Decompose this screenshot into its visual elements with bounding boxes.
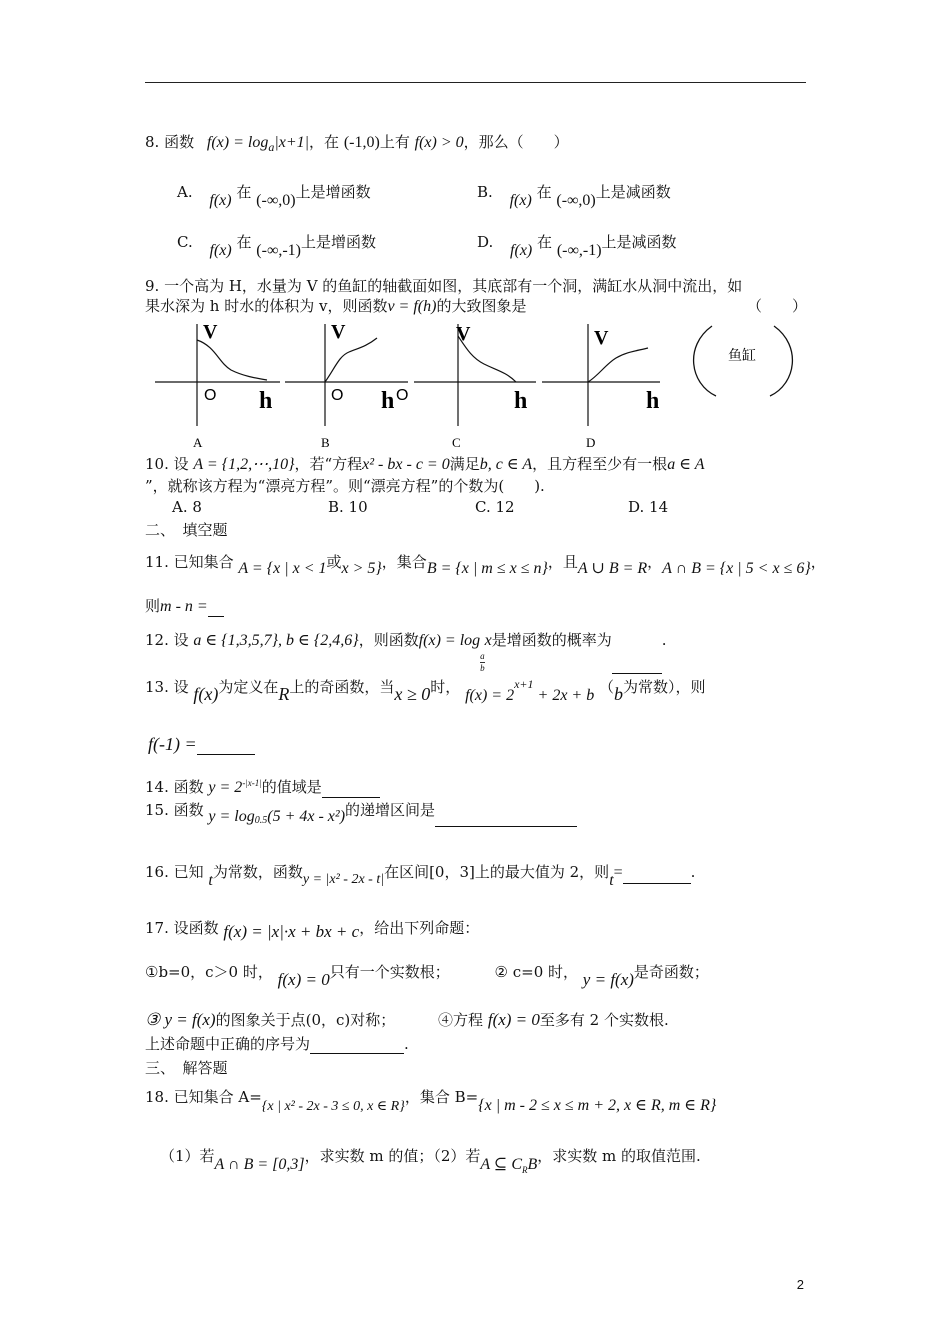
section-fill-in: 二、 填空题 <box>145 521 228 539</box>
q9-paren: （ ） <box>747 297 808 315</box>
q11-line1: 11. 已知集合 A = {x | x < 1或x > 5}，集合B = {x | m ≤ x ≤ n}，且A ∪ B = R，A ∩ B = {x | 5 < x ≤ 6}， <box>145 553 826 577</box>
q10-option-b: B. 10 <box>328 498 368 516</box>
q9-line1: 9. 一个高为 H，水量为 V 的鱼缸的轴截面如图，其底部有一个洞，满缸水从洞中流出，如 <box>145 277 743 295</box>
answer-blank[interactable] <box>322 783 380 798</box>
x-label: h <box>646 388 660 414</box>
graph-label: D <box>586 435 596 450</box>
origin-label: O <box>331 387 344 404</box>
q12-line: 12. 设 a ∈ {1,3,5,7}, b ∈ {2,4,6}，则函数f(x) = log $\frac{a}{b}$ x是增函数的概率为 . <box>145 631 667 673</box>
q9-graph-d <box>540 318 670 453</box>
q17-answer: 上述命题中正确的序号为 . <box>145 1035 409 1053</box>
origin-label-b: O <box>396 387 409 404</box>
q16-line: 16. 已知 t为常数，函数y = |x² - 2x - t|在区间[0，3]上的最大值为 2，则t= . <box>145 863 696 889</box>
q9-graph-b <box>283 318 413 453</box>
q10-option-d: D. 14 <box>628 498 669 516</box>
q8-option-d: D. f(x) 在 (-∞,-1)上是减函数 <box>477 233 677 259</box>
q15-line: 15. 函数 $y = \log_{0.5}(5 + 4x - x^2)$的递增区间是 <box>145 800 577 827</box>
answer-blank[interactable] <box>435 812 577 827</box>
q17-props-3-4: ③ y = f(x)的图象关于点(0，c)对称； ④方程 f(x) = 0至多有 2 个实数根. <box>145 1010 669 1029</box>
graph-label: A <box>193 435 203 450</box>
y-label: V <box>594 327 609 349</box>
q9-graph-c <box>396 318 541 453</box>
q8-option-b: B. f(x) 在 (-∞,0)上是减函数 <box>477 183 671 209</box>
graph-label: C <box>452 435 461 450</box>
y-label: V <box>331 321 346 343</box>
page-number: 2 <box>796 1277 804 1292</box>
q10-line2: ”，就称该方程为“漂亮方程”。则“漂亮方程”的个数为( ). <box>145 477 545 495</box>
q13-line2: f(-1) = <box>148 734 255 755</box>
q9-fish-tank <box>690 322 800 402</box>
answer-blank[interactable] <box>208 602 224 617</box>
x-label: h <box>381 388 395 414</box>
q13-line1: 13. 设 f(x)为定义在R上的奇函数，当x ≥ 0时， $f(x) = 2^{x+1} + 2x + b$ （b为常数），则 <box>145 677 706 704</box>
q8-option-c: C. f(x) 在 (-∞,-1)上是增函数 <box>177 233 377 259</box>
q9-line2: 果水深为 h 时水的体积为 v，则函数v = f(h)的大致图象是 <box>145 297 527 315</box>
q18-parts: （1）若A ∩ B = [0,3]，求实数 m 的值；（2）若A ⊆ $C_RB$，求实数 m 的取值范围. <box>160 1147 701 1175</box>
q17-stem: 17. 设函数 f(x) = |x|·x + bx + c，给出下列命题： <box>145 919 480 941</box>
q8-option-a: A. f(x) 在 (-∞,0)上是增函数 <box>177 183 371 209</box>
q17-props-1-2: ①b=0，c＞0 时， f(x) = 0只有一个实数根； ② c=0 时， y = f(x)是奇函数； <box>145 963 709 989</box>
answer-blank[interactable] <box>623 869 691 884</box>
q10-option-a: A. 8 <box>172 498 202 516</box>
x-label: h <box>514 388 528 414</box>
origin-label: O <box>204 387 217 404</box>
q18-stem: 18. 已知集合 A={x | x² - 2x - 3 ≤ 0, x ∈ R}，集合 B={x | m - 2 ≤ x ≤ m + 2, x ∈ R, m ∈ R} <box>145 1088 717 1114</box>
section-solutions: 三、 解答题 <box>145 1059 228 1077</box>
curve <box>588 348 648 382</box>
graph-label: B <box>321 435 330 450</box>
curve <box>325 338 377 382</box>
q14-line: 14. 函数 $y = 2^{-|x-1|}$的值域是 <box>145 773 380 798</box>
x-label: h <box>259 388 273 414</box>
answer-blank[interactable] <box>197 742 255 755</box>
y-label: V <box>203 321 218 343</box>
tank-label: 鱼缸 <box>728 348 756 364</box>
q10-option-c: C. 12 <box>475 498 515 516</box>
curve <box>197 340 267 380</box>
q11-line2: 则m - n = <box>145 596 224 617</box>
answer-blank[interactable] <box>310 1039 404 1054</box>
header-rule <box>145 82 806 83</box>
q8-stem: 8. 函数 $f(x) = \log_a|x+1|$，在 (-1,0)上有 f(x) > 0，那么（ ） <box>145 133 569 154</box>
q10-line1: 10. 设 A = {1,2,⋯,10}，若“方程x² - bx - c = 0满足b, c ∈ A，且方程至少有一根a ∈ A <box>145 455 705 473</box>
y-label: V <box>456 323 471 345</box>
q9-graph-a <box>155 318 285 453</box>
